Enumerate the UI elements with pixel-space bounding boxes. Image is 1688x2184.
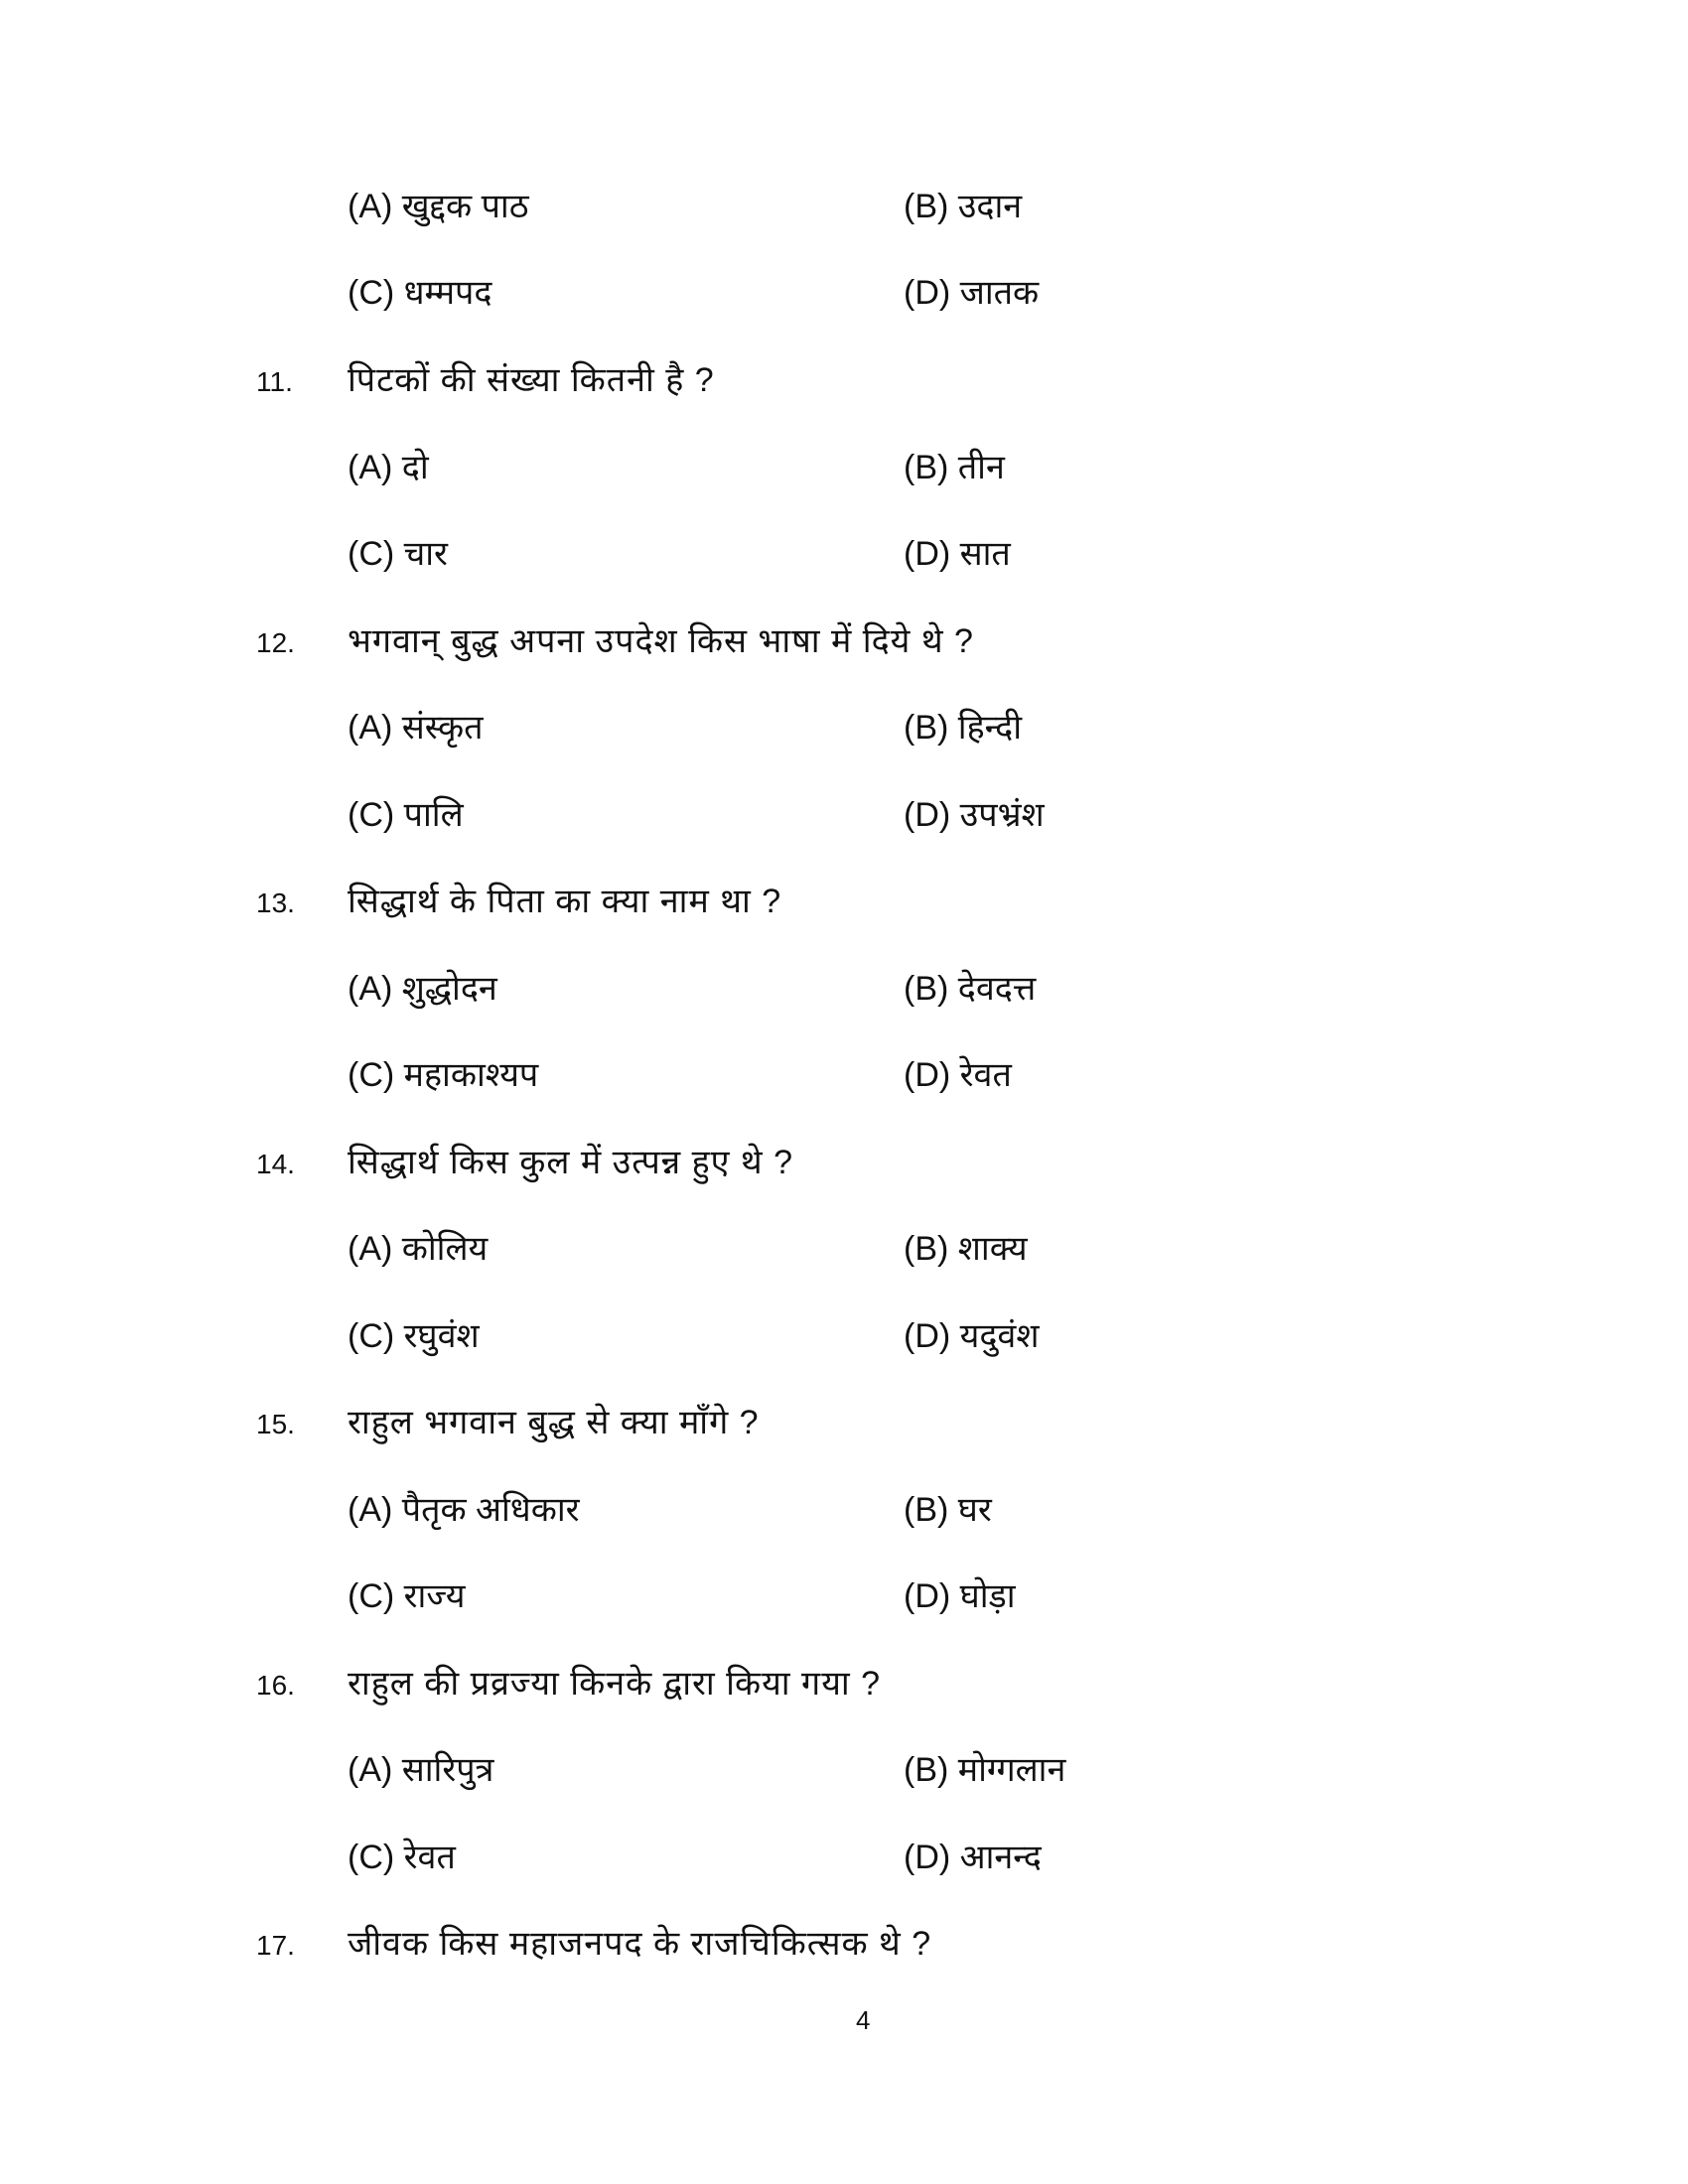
- question-text: पिटकों की संख्या कितनी है ?: [348, 361, 715, 399]
- question-number: 14.: [256, 1148, 295, 1179]
- question-text: सिद्धार्थ के पिता का क्या नाम था ?: [348, 883, 782, 920]
- option-a: (A) पैतृक अधिकार: [348, 1490, 580, 1529]
- question-text: भगवान् बुद्ध अपना उपदेश किस भाषा में दिये थे ?: [348, 621, 974, 660]
- option-c: (C) चार: [348, 535, 448, 573]
- question-number: 15.: [256, 1409, 295, 1439]
- option-b: (B) हिन्दी: [904, 709, 1022, 747]
- question-text: राहुल की प्रव्रज्या किनके द्वारा किया गया ?: [348, 1664, 882, 1703]
- option-a: (A) कोलिय: [348, 1230, 489, 1268]
- option-c: (C) महाकाश्यप: [348, 1056, 539, 1094]
- option-b: (B) उदान: [904, 188, 1023, 225]
- option-c: (C) धम्मपद: [348, 274, 492, 312]
- page-number: 4: [856, 2005, 871, 2035]
- question-text: सिद्धार्थ किस कुल में उत्पन्न हुए थे ?: [348, 1143, 793, 1181]
- option-d: (D) उपभ्रंश: [904, 795, 1045, 834]
- option-a: (A) खुद्दक पाठ: [348, 188, 529, 225]
- question-number: 12.: [256, 626, 295, 658]
- option-d: (D) घोड़ा: [904, 1577, 1016, 1615]
- question-number: 16.: [256, 1669, 295, 1701]
- option-b: (B) घर: [904, 1490, 992, 1529]
- question-text: राहुल भगवान बुद्ध से क्या माँगे ?: [348, 1404, 760, 1441]
- question-number: 17.: [256, 1930, 295, 1961]
- option-b: (B) शाक्य: [904, 1230, 1028, 1268]
- option-d: (D) आनन्द: [904, 1838, 1042, 1876]
- option-a: (A) शुद्धोदन: [348, 969, 497, 1008]
- option-d: (D) सात: [904, 535, 1011, 573]
- option-b: (B) देवदत्त: [904, 969, 1037, 1008]
- option-c: (C) रेवत: [348, 1838, 456, 1876]
- option-d: (D) जातक: [904, 274, 1040, 312]
- option-a: (A) सारिपुत्र: [348, 1751, 494, 1789]
- question-number: 13.: [256, 887, 295, 918]
- option-c: (C) रघुवंश: [348, 1316, 480, 1355]
- option-c: (C) राज्य: [348, 1577, 466, 1615]
- question-text: जीवक किस महाजनपद के राजचिकित्सक थे ?: [348, 1925, 932, 1963]
- option-c: (C) पालि: [348, 795, 464, 834]
- option-b: (B) तीन: [904, 448, 1005, 486]
- option-a: (A) संस्कृत: [348, 709, 484, 747]
- option-d: (D) रेवत: [904, 1056, 1012, 1094]
- option-a: (A) दो: [348, 448, 429, 486]
- option-d: (D) यदुवंश: [904, 1316, 1040, 1355]
- question-number: 11.: [256, 366, 293, 397]
- option-b: (B) मोग्गलान: [904, 1751, 1066, 1789]
